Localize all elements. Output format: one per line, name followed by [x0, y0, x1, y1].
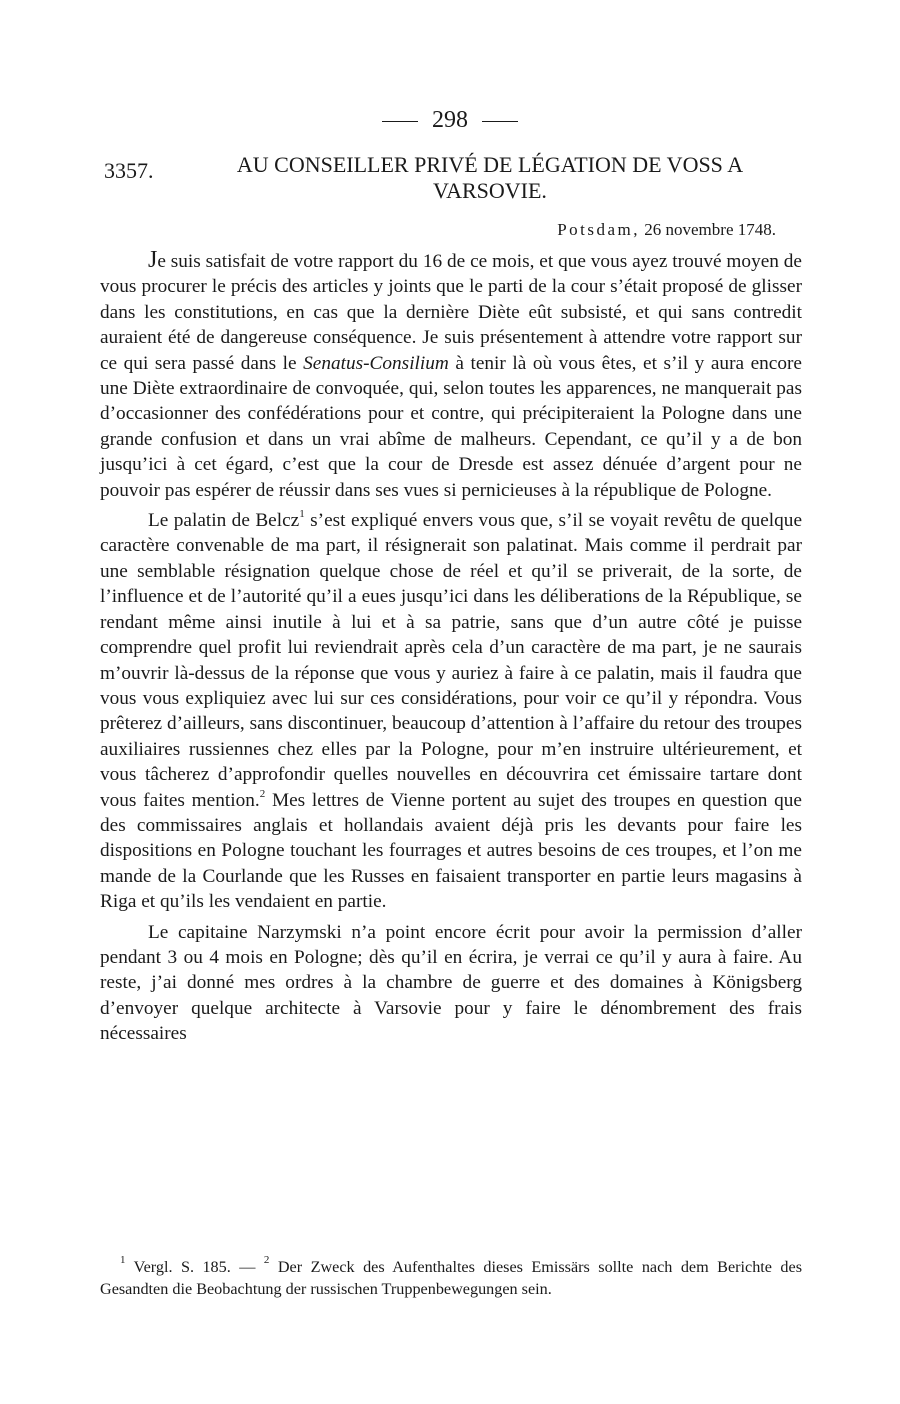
- letter-body: [100, 248, 802, 1052]
- footnote-mark-1: 1: [120, 1254, 126, 1266]
- page-number-right-rule: [482, 121, 518, 122]
- footnote-2-text: Der Zweck des Aufenthaltes dieses Emissärs sollte nach dem Berichte des Gesandten die Beobachtung der russischen Truppenbewegungen sein.: [100, 1258, 803, 1298]
- paragraph-2-text-b: s’est expliqué envers vous que, s’il se voyait revêtu de quelque caractère convenable de ma part, il résignerait son palatinat. Mais comme il perdrait par une semblable résignation quelque chose de réel et qu’il se priverait, de la sorte, de l’influence et de l’autorité qu’il a eues jusqu’ici dans les déliberations de la République, se rendant même ainsi inutile à lui et à sa patrie, sans que d’un autre côté je puisse comprendre quel profit lui reviendrait après cela d’un caractère de ma part, je ne saurais m’ouvrir là-dessus de la réponse que vous y auriez à faire à ce palatin, mais il faudra que vous vous expliquiez avec lui sur ces considérations, pour voir ce qu’il y répondra. Vous prêterez d’ailleurs, sans discontinuer, beaucoup d’attention à l’affaire du retour des troupes auxiliaires russiennes chez elles par la Pologne, pour m’en instruire ultérieurement, et vous tâcherez d’approfondir quelles nouvelles en découvrira cet émissaire tartare dont vous faites mention.: [100, 510, 802, 811]
- footnote-ref-1: 1: [299, 508, 305, 521]
- page-number: [0, 104, 900, 136]
- italic-term: Senatus-Consilium: [303, 352, 449, 374]
- footnote-block: [100, 1256, 802, 1300]
- footnote-ref-2: 2: [259, 787, 266, 800]
- page-number-left-rule: [382, 121, 418, 122]
- document-number: 3357.: [104, 158, 154, 183]
- paragraph-2-text-c: Mes lettres de Vienne portent au sujet des troupes en question que des commissaires anglais et hollandais avaient déjà pris les devants pour faire les dispositions en Pologne touchant les fourrages et autres besoins de ces troupes, et l’on me mande de la Courlande que les Russes en faisaient transporter en partie leurs magasins à Riga et qu’ils les vendaient en partie.: [100, 789, 802, 913]
- footnotes: [100, 1256, 802, 1300]
- footnote-mark-2: 2: [263, 1254, 270, 1266]
- paragraph-2-text-a: Le palatin de Belcz: [148, 510, 300, 532]
- dateline: [557, 218, 776, 242]
- footnote-1-text: Vergl. S. 185. —: [133, 1258, 256, 1276]
- document-title: AU CONSEILLER PRIVÉ DE LÉGATION DE VOSS A VARSOVIE.: [236, 152, 744, 203]
- paragraph-1-text-b: à tenir là où vous êtes, et s’il y aura encore une Diète extraordinaire de convoquée, qui, selon toutes les apparences, ne manquerait pas d’occasionner des confédérations pour et contre, qui précipiteraient la Pologne dans une grande confusion et dans un vrai abîme de malheurs. Cependant, ce qu’il y a de bon jusqu’ici à cet égard, c’est que la cour de Dresde est assez dénuée d’argent pour ne pouvoir pas espérer de réussir dans ses vues si pernicieuses à la république de Pologne.: [100, 352, 802, 501]
- paragraph-3: Le capitaine Narzymski n’a point encore écrit pour avoir la permission d’aller pendant 3 ou 4 mois en Pologne; dès qu’il en écrira, je verrai ce qu’il y aura à faire. Au reste, j’ai donné mes ordres à la chambre de guerre et des domaines à Königsberg d’envoyer quelque architecte à Varsovie pour y faire le dénombrement des frais nécessaires: [100, 921, 802, 1045]
- paragraph-1-text-a: e suis satisfait de votre rapport du 16 de ce mois, et que vous ayez trouvé moyen de vous procurer le précis des articles y joints que le parti de la cour s’était proposé de glisser dans les constitutions, en cas que la dernière Diète eût subsisté, et qui sans contredit auraient été de dangereuse conséquence. Je suis présentement à attendre votre rapport sur ce qui sera passé dans le: [100, 251, 802, 374]
- paragraph-1: [100, 248, 802, 503]
- paragraph-2: [100, 508, 802, 915]
- document-heading: [104, 152, 804, 204]
- dateline-date: 26 novembre 1748.: [644, 220, 776, 239]
- dateline-place: Potsdam,: [557, 220, 641, 239]
- page-number-value: 298: [432, 107, 468, 133]
- initial-letter: J: [148, 247, 158, 273]
